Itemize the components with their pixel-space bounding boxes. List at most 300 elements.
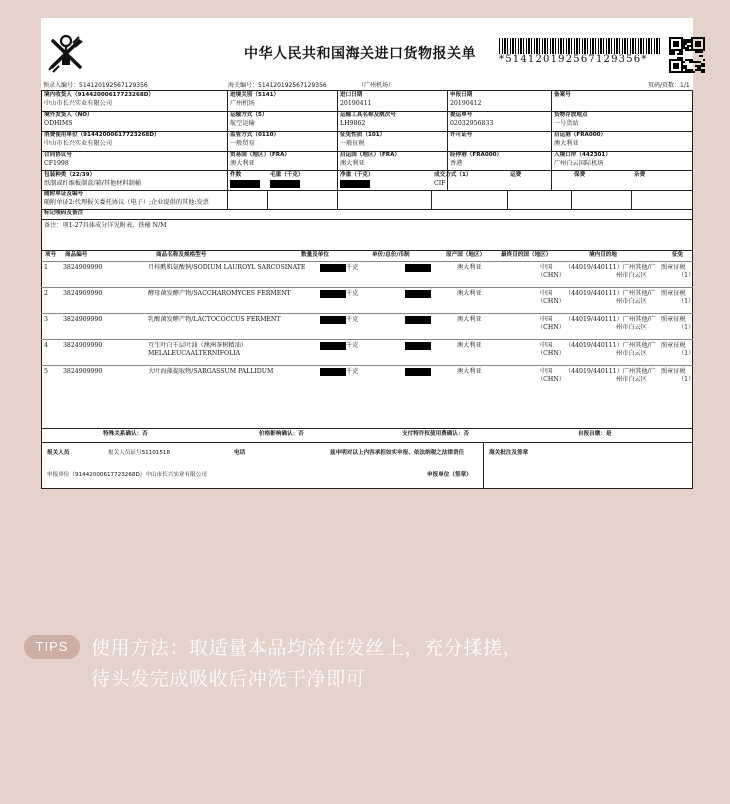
qr-module — [689, 71, 691, 73]
qr-module — [675, 43, 677, 45]
qr-module — [675, 65, 677, 67]
row-divider — [41, 287, 693, 288]
qr-module — [681, 39, 683, 41]
qr-module — [681, 63, 683, 65]
qr-module — [677, 37, 679, 39]
goods-row-dest-country: 中国 — [540, 368, 553, 375]
barcode-bar — [624, 38, 626, 54]
qr-module — [691, 39, 693, 41]
qr-module — [697, 37, 699, 39]
barcode-bar — [555, 38, 556, 54]
qr-module — [675, 71, 677, 73]
barcode-bar — [651, 38, 652, 54]
qr-module — [677, 49, 679, 51]
qr-module — [703, 69, 705, 71]
qr-module — [701, 69, 703, 71]
qr-module — [669, 71, 671, 73]
qr-module — [675, 41, 677, 43]
goods-row-district-2: 州市白云区 — [616, 298, 647, 305]
qr-module — [701, 63, 703, 65]
qr-module — [673, 71, 675, 73]
qr-module — [695, 61, 697, 63]
barcode-bar — [614, 38, 615, 54]
goods-row-name: 酵母菌发酵产物/SACCHAROMYCES FERMENT — [148, 290, 291, 297]
departure-port-label: 启运港（FRA000） — [554, 132, 607, 138]
barcode-bar — [539, 38, 540, 54]
barcode-bar — [638, 38, 639, 54]
qr-module — [677, 71, 679, 73]
goods-row-levy-2: （1） — [678, 376, 695, 383]
confirm-self-pay: 自报自缴：是 — [578, 431, 612, 437]
qr-module — [685, 41, 687, 43]
qr-module — [691, 71, 693, 73]
barcode-bar — [520, 38, 522, 54]
qr-module — [673, 49, 675, 51]
confirm-royalty: 支付特许权使用费确认：否 — [402, 431, 470, 437]
goods-row-district: （44019/440111）广州其他/广 — [565, 316, 656, 323]
form-title: 中华人民共和国海关进口货物报关单 — [244, 46, 476, 62]
qr-module — [683, 61, 685, 63]
goods-row-origin: 澳大利亚 — [457, 342, 482, 349]
barcode-bar — [590, 38, 591, 54]
bill-no-value: 02032956833 — [450, 120, 494, 127]
qr-module — [669, 45, 671, 47]
record-no-label: 备案号 — [554, 92, 571, 98]
qr-module — [679, 51, 681, 53]
goods-row-district: （44019/440111）广州其他/广 — [565, 342, 656, 349]
goods-row-levy-2: （1） — [678, 298, 695, 305]
declare-date-label: 申报日期 — [450, 92, 473, 98]
qr-module — [669, 47, 671, 49]
qr-module — [697, 69, 699, 71]
qr-module — [697, 65, 699, 67]
qr-module — [675, 67, 677, 69]
barcode-bar — [574, 38, 575, 54]
qr-module — [687, 69, 689, 71]
qr-module — [669, 69, 671, 71]
goods-row-levy-2: （1） — [678, 324, 695, 331]
qr-module — [673, 63, 675, 65]
goods-row-code: 3824909990 — [63, 316, 103, 323]
qr-module — [701, 55, 703, 57]
barcode-bar — [531, 38, 532, 54]
origin-country-label: 启运国（地区）（FRA） — [340, 152, 401, 158]
barcode-bar — [542, 38, 543, 54]
barcode-bar — [515, 38, 516, 54]
goods-col-dest: 最终目的国（地区） — [501, 252, 552, 258]
barcode-bar — [659, 38, 660, 54]
declare-date-value: 20190412 — [450, 100, 482, 107]
barcode-bar — [518, 38, 519, 54]
qr-module — [691, 43, 693, 45]
goods-row-no: 4 — [44, 342, 48, 349]
qr-module — [673, 59, 675, 61]
barcode-bar — [595, 38, 596, 54]
qr-module — [697, 45, 699, 47]
goods-row-levy-2: （1） — [678, 272, 695, 279]
qr-module — [673, 51, 675, 53]
qr-module — [697, 51, 699, 53]
barcode-bar — [622, 38, 623, 54]
qr-module — [685, 59, 687, 61]
qr-module — [689, 61, 691, 63]
trade-country-label: 贸易国（地区）（FRA） — [230, 152, 291, 158]
departure-port-value: 澳大利亚 — [554, 140, 579, 147]
storage-value: 一号货站 — [554, 120, 579, 127]
import-date-label: 进口日期 — [340, 92, 363, 98]
qr-module — [673, 43, 675, 45]
goods-row-origin: 澳大利亚 — [457, 290, 482, 297]
consumer-value: 中山市长兴实业有限公司 — [44, 140, 113, 147]
declaration-text: 兹申明对以上内容承担如实申报、依法纳税之法律责任 — [330, 450, 465, 456]
qr-module — [679, 37, 681, 39]
qr-module — [687, 45, 689, 47]
entry-port-value: 广州白云国际机场 — [554, 160, 604, 167]
qr-module — [673, 45, 675, 47]
barcode-bar — [592, 38, 594, 54]
barcode-bar — [627, 38, 628, 54]
qr-module — [689, 49, 691, 51]
row-divider — [41, 261, 693, 262]
redacted-net-weight — [340, 180, 370, 188]
gross-weight-label: 毛重（千克） — [270, 172, 304, 178]
redacted-price — [405, 290, 431, 298]
qr-module — [685, 47, 687, 49]
qr-module — [697, 61, 699, 63]
qr-module — [699, 49, 701, 51]
goods-row-dest-code: （CHN） — [537, 376, 565, 383]
qr-module — [699, 45, 701, 47]
qr-module — [699, 69, 701, 71]
barcode-bar — [640, 38, 642, 54]
redacted-quantity — [320, 368, 346, 376]
qr-module — [679, 57, 681, 59]
qr-module — [691, 59, 693, 61]
qr-module — [675, 37, 677, 39]
goods-row-name: 互生叶白千层叶油（澳洲茶树精油） — [148, 342, 247, 349]
qr-module — [683, 41, 685, 43]
trans-mode-label: 成交方式（1） — [434, 172, 472, 178]
contract-label: 合同协议号 — [44, 152, 72, 158]
goods-row-levy: 照章征税 — [661, 264, 686, 271]
barcode-bar — [534, 38, 535, 54]
goods-col-name: 商品名称及规格型号 — [156, 252, 207, 258]
qr-module — [677, 59, 679, 61]
goods-row-code: 3824909990 — [63, 342, 103, 349]
barcode-bar — [603, 38, 604, 54]
qr-module — [697, 49, 699, 51]
barcode-bar — [606, 38, 607, 54]
qr-module — [669, 65, 671, 67]
qr-module — [687, 39, 689, 41]
tips-line-1: 使用方法：取适量本品均涂在发丝上，充分揉搓， — [91, 637, 523, 659]
goods-col-code: 商品编号 — [65, 252, 88, 258]
goods-row-origin: 澳大利亚 — [457, 368, 482, 375]
qr-module — [671, 71, 673, 73]
qr-module — [695, 43, 697, 45]
attached-docs-value: 随附单证2:代理报关委托协议（电子）;企业提供的其他:发票 — [44, 199, 209, 206]
qr-module — [695, 51, 697, 53]
qr-code — [669, 37, 705, 73]
qr-module — [671, 53, 673, 55]
barcode-bar — [499, 38, 500, 54]
consignee-label: 境内收货人（91442000617723268D） — [44, 92, 154, 98]
qr-module — [699, 55, 701, 57]
redacted-quantity — [320, 264, 346, 272]
barcode-bar — [656, 38, 658, 54]
goods-row-no: 1 — [44, 264, 48, 271]
goods-row-district-2: 州市白云区 — [616, 272, 647, 279]
qr-module — [695, 41, 697, 43]
goods-row-code: 3824909990 — [63, 290, 103, 297]
prerecord-number: 预录入编号：514120192567129356 — [43, 82, 148, 89]
marks-value: 备注：项1-27具体成分详见附表，铁桶 N/M — [44, 222, 167, 229]
qr-module — [703, 43, 705, 45]
qr-module — [673, 37, 675, 39]
supervision-value: 一般贸易 — [230, 140, 255, 147]
qr-module — [681, 45, 683, 47]
goods-row-unit: 千克 — [346, 290, 359, 297]
goods-row-levy: 照章征税 — [661, 316, 686, 323]
goods-row-dest-country: 中国 — [540, 316, 553, 323]
transport-mode-label: 运输方式（5） — [230, 112, 268, 118]
goods-col-origin: 原产国（地区） — [446, 252, 486, 258]
qr-module — [703, 37, 705, 39]
barcode-bar — [584, 38, 586, 54]
qr-module — [699, 67, 701, 69]
goods-row-dest-country: 中国 — [540, 342, 553, 349]
qr-module — [689, 69, 691, 71]
goods-row-origin: 澳大利亚 — [457, 316, 482, 323]
qr-module — [675, 45, 677, 47]
redacted-price — [405, 342, 431, 350]
net-weight-label: 净重（千克） — [340, 172, 374, 178]
transit-port-label: 经停港（FRA000） — [450, 152, 503, 158]
declarant-cert: 报关人员证号51101518 — [108, 450, 171, 456]
barcode-bar — [507, 38, 508, 54]
qr-module — [689, 39, 691, 41]
qr-module — [687, 59, 689, 61]
qr-module — [703, 49, 705, 51]
qr-module — [681, 41, 683, 43]
insurance-label: 保费 — [574, 172, 586, 178]
goods-row-name-2: MELALEUCAALTERNIFOLIA — [148, 350, 241, 357]
barcode-bar — [566, 38, 567, 54]
goods-row-no: 2 — [44, 290, 48, 297]
goods-col-district: 境内目的地 — [589, 252, 617, 258]
qr-module — [669, 41, 671, 43]
transport-mode-value: 航空运输 — [230, 120, 255, 127]
qr-module — [683, 45, 685, 47]
qr-module — [669, 39, 671, 41]
entry-customs-value: 广州机场 — [230, 100, 255, 107]
goods-row-name: 乳酸菌发酵产物/LACTOCOCCUS FERMENT — [148, 316, 281, 323]
customs-number: 海关编号：514120192567129356 — [228, 82, 327, 89]
qr-module — [701, 37, 703, 39]
qr-module — [679, 53, 681, 55]
qr-module — [679, 59, 681, 61]
barcode-bar — [619, 38, 620, 54]
barcode-bar — [654, 38, 655, 54]
goods-row-name: 月桂酰肌氨酸钠/SODIUM LAUROYL SARCOSINATE — [148, 264, 306, 271]
supervision-label: 监管方式（0110） — [230, 132, 280, 138]
qr-module — [685, 71, 687, 73]
goods-col-price: 单价/总价/币制 — [372, 252, 410, 258]
package-type-value: 纸制或纤维板制盒/箱/其他材料制桶 — [44, 180, 141, 187]
goods-col-no: 项号 — [45, 252, 57, 258]
qr-module — [703, 71, 705, 73]
row-divider — [41, 365, 693, 366]
barcode-text: *514120192567129356* — [499, 54, 648, 65]
goods-row-district: （44019/440111）广州其他/广 — [565, 264, 656, 271]
declare-seal: 申报单位（签章） — [427, 472, 472, 478]
license-label: 许可证号 — [450, 132, 473, 138]
qr-module — [683, 47, 685, 49]
consignee-value: 中山市长兴实业有限公司 — [44, 100, 113, 107]
qr-module — [671, 59, 673, 61]
qr-module — [681, 43, 683, 45]
consumer-label: 消费使用单位（91442000617723268D） — [44, 132, 160, 138]
levy-nature-label: 征免性质（101） — [340, 132, 386, 138]
qr-module — [669, 49, 671, 51]
marks-label: 标记唛码及备注 — [44, 210, 84, 216]
qr-module — [691, 45, 693, 47]
port-note: （广州机场） — [358, 82, 395, 89]
barcode-bar — [510, 38, 511, 54]
qr-module — [681, 59, 683, 61]
qr-module — [669, 51, 671, 53]
page-number: 页码/页数：1/1 — [648, 82, 690, 89]
barcode-bar — [563, 38, 564, 54]
barcode-bar — [552, 38, 554, 54]
goods-row-unit: 千克 — [346, 316, 359, 323]
customs-emblem-icon — [47, 33, 85, 73]
barcode-bar — [582, 38, 583, 54]
qr-module — [701, 51, 703, 53]
goods-row-district: （44019/440111）广州其他/广 — [565, 368, 656, 375]
qr-module — [683, 71, 685, 73]
qr-module — [679, 71, 681, 73]
qr-module — [701, 49, 703, 51]
barcode-bar — [630, 38, 631, 54]
qr-module — [675, 59, 677, 61]
qr-module — [669, 67, 671, 69]
qr-module — [681, 67, 683, 69]
qr-module — [687, 49, 689, 51]
barcode-bar — [571, 38, 572, 54]
qr-module — [683, 67, 685, 69]
qr-module — [681, 57, 683, 59]
redacted-price — [405, 264, 431, 272]
qr-module — [677, 57, 679, 59]
qr-module — [695, 49, 697, 51]
qr-module — [681, 53, 683, 55]
qr-module — [677, 63, 679, 65]
trans-mode-value: CIF — [434, 180, 446, 187]
origin-country-value: 澳大利亚 — [340, 160, 365, 167]
qr-module — [703, 63, 705, 65]
goods-row-dest-code: （CHN） — [537, 272, 565, 279]
barcode-bar — [544, 38, 546, 54]
goods-row-levy: 照章征税 — [661, 290, 686, 297]
barcode-bar — [576, 38, 578, 54]
tips-line-2: 待头发完成吸收后冲洗干净即可 — [91, 668, 366, 690]
qr-module — [689, 41, 691, 43]
confirm-special: 特殊关系确认：否 — [103, 431, 148, 437]
qr-module — [693, 71, 695, 73]
redacted-gross-weight — [270, 180, 300, 188]
qr-module — [691, 49, 693, 51]
qr-module — [703, 39, 705, 41]
qr-module — [691, 69, 693, 71]
barcode-bar — [632, 38, 634, 54]
confirm-price: 价格影响确认：否 — [259, 431, 304, 437]
qr-module — [681, 71, 683, 73]
barcode-bar — [536, 38, 538, 54]
qr-module — [691, 47, 693, 49]
qr-module — [699, 65, 701, 67]
misc-label: 杂费 — [634, 172, 646, 178]
qr-module — [681, 51, 683, 53]
qr-module — [669, 37, 671, 39]
qr-module — [703, 45, 705, 47]
qr-module — [699, 37, 701, 39]
barcode-bar — [587, 38, 588, 54]
goods-row-dest-country: 中国 — [540, 290, 553, 297]
storage-label: 货物存放地点 — [554, 112, 588, 118]
qr-module — [675, 49, 677, 51]
qr-module — [681, 69, 683, 71]
declare-unit: 申报单位（91442000617723268D）中山市长兴实业有限公司 — [47, 472, 207, 478]
qr-module — [683, 43, 685, 45]
qr-module — [685, 43, 687, 45]
shipper-label: 境外发货人（NO） — [44, 112, 93, 118]
phone-label: 电话 — [234, 450, 246, 456]
qr-module — [669, 61, 671, 63]
redacted-quantity — [320, 290, 346, 298]
qr-module — [673, 67, 675, 69]
goods-row-no: 3 — [44, 316, 48, 323]
qr-module — [669, 53, 671, 55]
qr-module — [673, 65, 675, 67]
qr-module — [685, 65, 687, 67]
barcode-bar — [648, 38, 650, 54]
goods-row-name: 大叶海藻提取物/SARGASSUM PALLIDUM — [148, 368, 274, 375]
entry-customs-label: 进境关别（5141） — [230, 92, 280, 98]
qr-module — [699, 43, 701, 45]
goods-row-unit: 千克 — [346, 368, 359, 375]
goods-row-dest-country: 中国 — [540, 264, 553, 271]
barcode-bar — [635, 38, 636, 54]
declarant-label: 报关人员 — [47, 450, 70, 456]
redacted-price — [405, 316, 431, 324]
bill-no-label: 提运单号 — [450, 112, 473, 118]
barcode-bar — [558, 38, 559, 54]
qr-module — [685, 49, 687, 51]
qr-module — [681, 61, 683, 63]
qr-module — [703, 65, 705, 67]
qr-module — [679, 49, 681, 51]
qr-module — [687, 47, 689, 49]
qr-module — [691, 61, 693, 63]
qr-module — [681, 65, 683, 67]
qr-module — [677, 45, 679, 47]
goods-row-dest-code: （CHN） — [537, 298, 565, 305]
qr-module — [695, 37, 697, 39]
qr-module — [673, 53, 675, 55]
qr-module — [677, 43, 679, 45]
qr-module — [681, 47, 683, 49]
